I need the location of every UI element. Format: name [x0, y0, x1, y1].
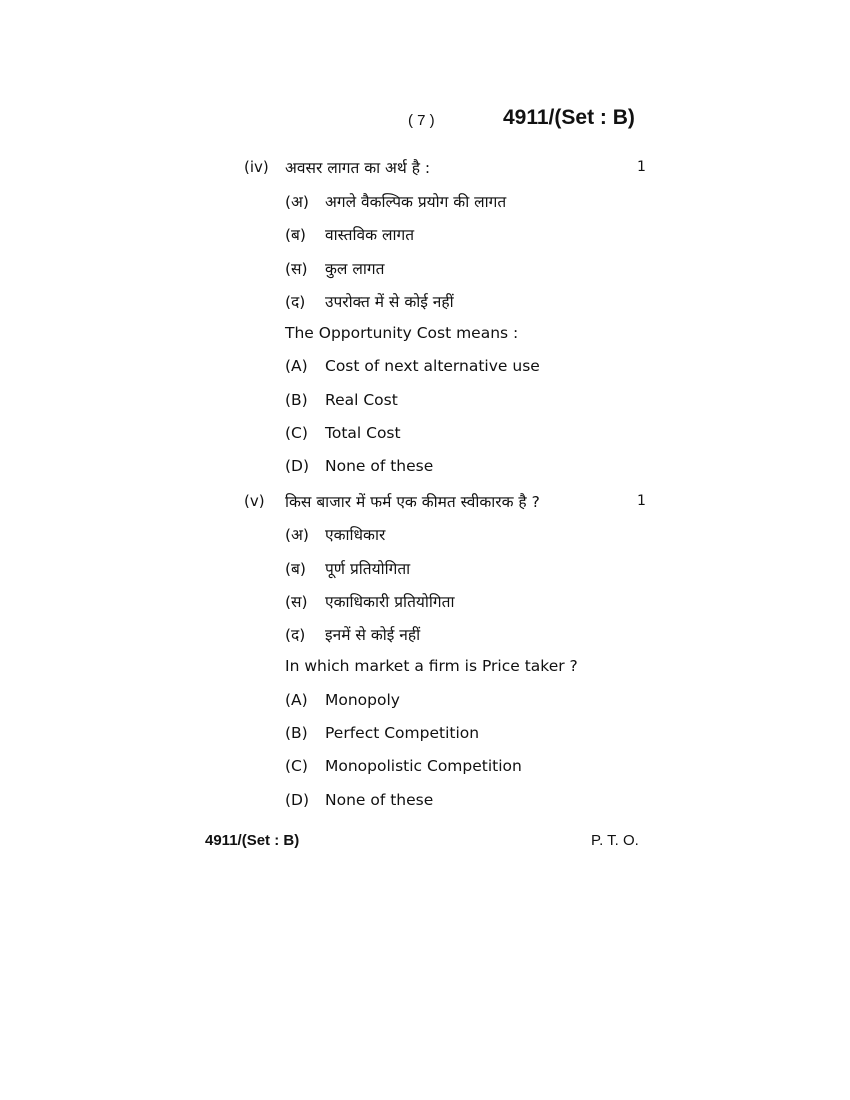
- question-number: (v): [244, 492, 265, 510]
- option-label: (अ): [285, 193, 309, 211]
- option-text: None of these: [325, 457, 434, 475]
- option-label: (C): [285, 757, 308, 775]
- option-label: (ब): [285, 226, 306, 244]
- option-label: (C): [285, 424, 308, 442]
- option-label: (B): [285, 724, 308, 742]
- question-text-english: The Opportunity Cost means :: [285, 324, 519, 342]
- option-text: इनमें से कोई नहीं: [325, 626, 421, 644]
- option-label: (ब): [285, 560, 306, 578]
- option-text: एकाधिकार: [325, 526, 386, 544]
- option-text: Real Cost: [325, 391, 398, 409]
- question-number: (iv): [244, 158, 269, 176]
- option-label: (द): [285, 626, 306, 644]
- paper-code-header: 4911/(Set : B): [503, 106, 635, 129]
- option-label: (अ): [285, 526, 309, 544]
- page-number: ( 7 ): [408, 112, 435, 129]
- option-label: (A): [285, 357, 308, 375]
- option-label: (द): [285, 293, 306, 311]
- question-text-english: In which market a firm is Price taker ?: [285, 657, 578, 675]
- option-label: (D): [285, 791, 310, 809]
- question-text-hindi: किस बाजार में फर्म एक कीमत स्वीकारक है ?: [285, 493, 540, 511]
- option-text: उपरोक्त में से कोई नहीं: [325, 293, 454, 311]
- option-label: (B): [285, 391, 308, 409]
- option-text: कुल लागत: [325, 260, 385, 278]
- option-label: (A): [285, 691, 308, 709]
- option-label: (स): [285, 260, 308, 278]
- option-text: अगले वैकल्पिक प्रयोग की लागत: [325, 193, 507, 211]
- question-marks: 1: [637, 493, 646, 509]
- please-turn-over: P. T. O.: [591, 832, 639, 849]
- option-label: (स): [285, 593, 308, 611]
- option-text: Cost of next alternative use: [325, 357, 540, 375]
- option-text: वास्तविक लागत: [325, 226, 415, 244]
- option-text: Monopolistic Competition: [325, 757, 522, 775]
- option-text: Perfect Competition: [325, 724, 480, 742]
- question-text-hindi: अवसर लागत का अर्थ है :: [285, 159, 431, 177]
- question-marks: 1: [637, 159, 646, 175]
- option-text: एकाधिकारी प्रतियोगिता: [325, 593, 455, 611]
- option-text: पूर्ण प्रतियोगिता: [325, 560, 411, 578]
- option-text: Total Cost: [325, 424, 401, 442]
- option-text: Monopoly: [325, 691, 400, 709]
- option-label: (D): [285, 457, 310, 475]
- paper-code-footer: 4911/(Set : B): [205, 832, 300, 849]
- option-text: None of these: [325, 791, 434, 809]
